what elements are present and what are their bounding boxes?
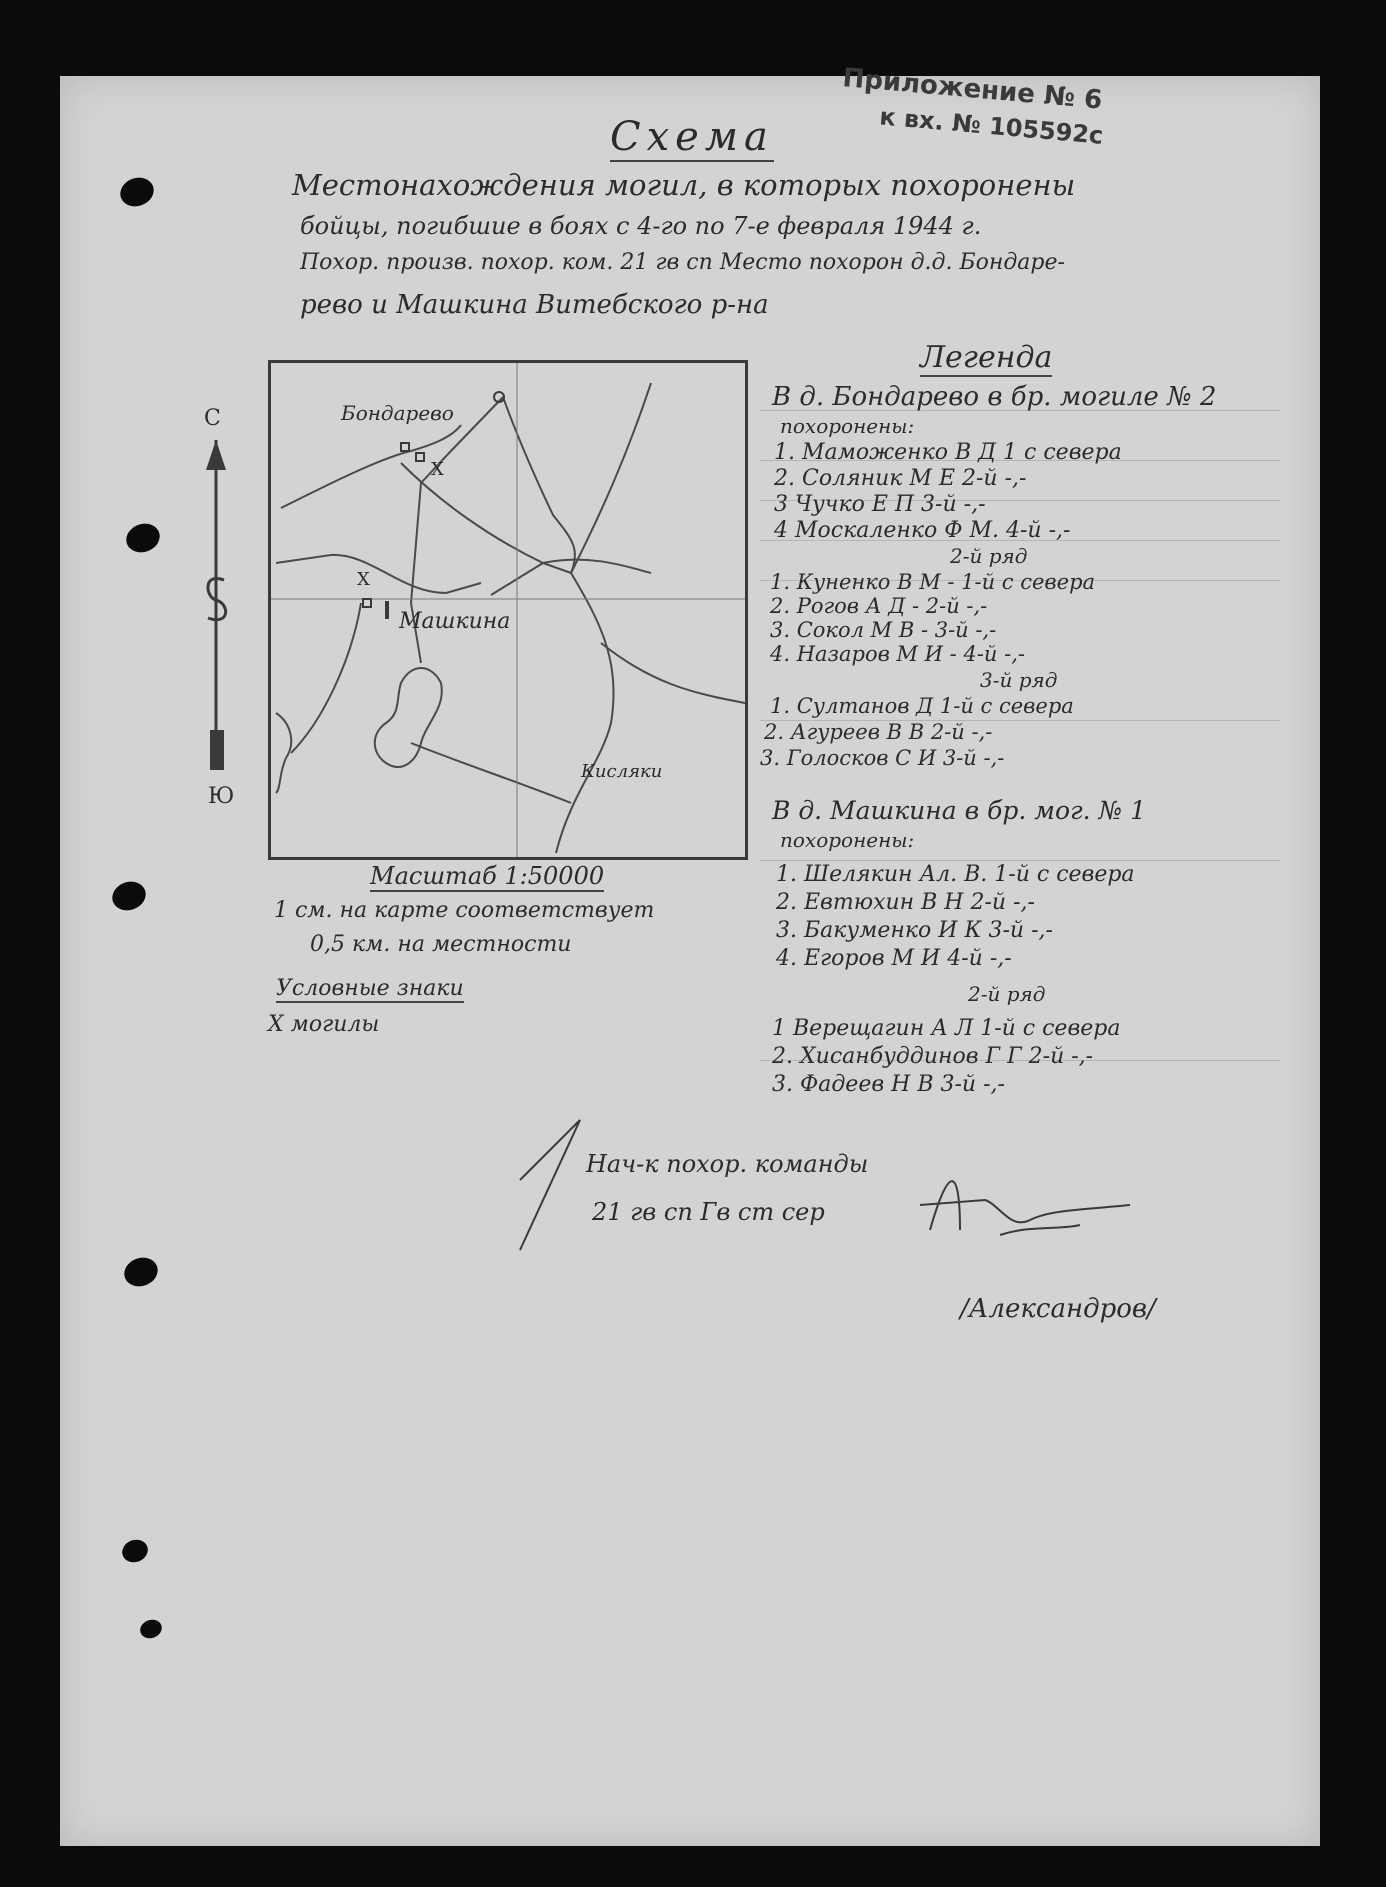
map-legend-title: Условные знаки <box>276 976 464 1001</box>
map-scale-note-1: 1 см. на карте соответствует <box>274 898 655 923</box>
signature-title-line2: 21 гв сп Гв ст сер <box>592 1198 825 1226</box>
compass-south-label: Ю <box>208 784 235 809</box>
legend-row: 1. Маможенко В Д 1 с севера <box>774 440 1122 465</box>
legend-row: 1. Шелякин Ал. В. 1-й с севера <box>776 862 1135 887</box>
legend-row: 1 Верещагин А Л 1-й с севера <box>772 1016 1121 1041</box>
legend-group1-sub: похоронены: <box>780 414 915 438</box>
legend-row: 3. Голосков С И 3-й -,- <box>760 746 1005 770</box>
legend-row-label: 2-й ряд <box>950 544 1028 568</box>
legend-row: 2. Хисанбуддинов Г Г 2-й -,- <box>772 1044 1094 1069</box>
legend-row: 3. Сокол М В - 3-й -,- <box>770 618 997 642</box>
map-scale-note-2: 0,5 км. на местности <box>310 932 572 957</box>
village-kislyaki-label: Кисляки <box>581 761 663 782</box>
legend-row-label: 3-й ряд <box>980 668 1058 692</box>
document-title: Схема <box>610 114 774 160</box>
map-legend-item: Х могилы <box>268 1012 380 1037</box>
legend-row: 3 Чучко Е П 3-й -,- <box>774 492 986 517</box>
legend-group1-header: В д. Бондарево в бр. могиле № 2 <box>772 382 1217 412</box>
legend-row: 4. Назаров М И - 4-й -,- <box>770 642 1025 666</box>
stamp-line-1: Приложение № 6 <box>841 63 1104 116</box>
stamp-line-2: к вх. № 105592с <box>878 102 1105 150</box>
legend-row: 4 Москаленко Ф М. 4-й -,- <box>774 518 1071 543</box>
legend-row: 2. Соляник М Е 2-й -,- <box>774 466 1027 491</box>
legend-row: 3. Бакуменко И К 3-й -,- <box>776 918 1053 943</box>
village-bondarevo-label: Бондарево <box>341 401 454 425</box>
subtitle-line-1: Местонахождения могил, в которых похоронены <box>292 168 1076 202</box>
subtitle-line-2: бойцы, погибшие в боях с 4-го по 7-е февраля 1944 г. <box>300 212 982 240</box>
legend-group2-header: В д. Машкина в бр. мог. № 1 <box>772 796 1147 825</box>
subtitle-line-3: Похор. произв. похор. ком. 21 гв сп Место похорон д.д. Бондаре- <box>300 250 1065 275</box>
subtitle-line-4: рево и Машкина Витебского р-на <box>300 290 769 320</box>
legend-row: 1. Султанов Д 1-й с севера <box>770 694 1074 718</box>
sketch-map <box>268 360 748 860</box>
legend-row: 2. Евтюхин В Н 2-й -,- <box>776 890 1035 915</box>
legend-title: Легенда <box>920 340 1053 375</box>
map-scale: Масштаб 1:50000 <box>370 862 605 890</box>
grave-marker-2: Х <box>357 569 370 590</box>
document-sheet <box>60 76 1320 1846</box>
village-mashkina-label: Машкина <box>399 609 511 634</box>
signature-name: /Александров/ <box>960 1294 1156 1324</box>
legend-row-label: 2-й ряд <box>968 982 1046 1006</box>
legend-row: 2. Рогов А Д - 2-й -,- <box>770 594 988 618</box>
legend-row: 2. Агуреев В В 2-й -,- <box>764 720 993 744</box>
legend-group2-sub: похоронены: <box>780 828 915 852</box>
grave-marker-1: Х <box>431 459 444 480</box>
signature-title-line1: Нач-к похор. команды <box>586 1150 869 1178</box>
legend-row: 1. Куненко В М - 1-й с севера <box>770 570 1096 594</box>
legend-row: 3. Фадеев Н В 3-й -,- <box>772 1072 1005 1097</box>
legend-row: 4. Егоров М И 4-й -,- <box>776 946 1012 971</box>
compass-north-label: С <box>204 406 221 431</box>
